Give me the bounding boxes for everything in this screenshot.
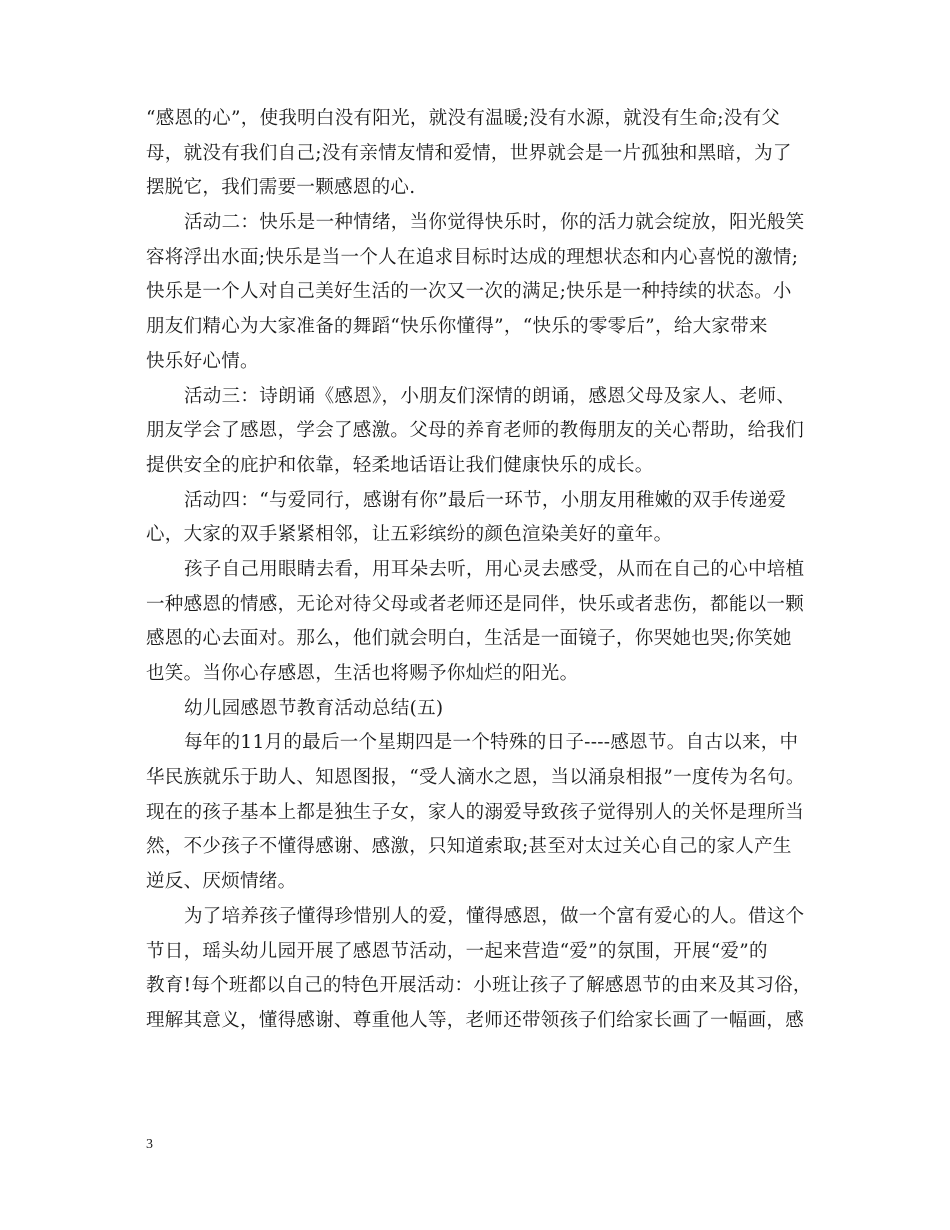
text-line: 朋友学会了感恩，学会了感激。父母的养育老师的教侮朋友的关心帮助，给我们 — [146, 420, 805, 442]
text-line: “感恩的心”，使我明白没有阳光，就没有温暖;没有水源，就没有生命;没有父 — [146, 108, 781, 129]
text-line: 活动二：快乐是一种情绪，当你觉得快乐时，你的活力就会绽放，阳光般笑 — [184, 212, 805, 234]
text-line: 为了培养孩子懂得珍惜别人的爱，懂得感恩，做一个富有爱心的人。借这个 — [184, 905, 805, 927]
text-line: 活动四：“与爱同行，感谢有你”最后一环节，小朋友用稚嫩的双手传递爱 — [184, 489, 787, 511]
text-line: 快乐好心情。 — [146, 350, 259, 372]
text-line: 活动三：诗朗诵《感恩》，小朋友们深情的朗诵，感恩父母及家人、老师、 — [184, 385, 796, 407]
text-line: 一种感恩的情感，无论对待父母或者老师还是同伴，快乐或者悲伤，都能以一颗 — [146, 593, 805, 615]
text-line: 节日，瑶头幼儿园开展了感恩节活动，一起来营造“爱”的氛围，开展“爱”的 — [146, 940, 768, 962]
text-line: 母，就没有我们自己;没有亲情友情和爱情，世界就会是一片孤独和黑暗，为了 — [146, 142, 792, 164]
text-line: 逆反、厌烦情绪。 — [146, 871, 297, 893]
text-line: 教育!每个班都以自己的特色开展活动：小班让孩子了解感恩节的由来及其习俗， — [146, 975, 812, 997]
text-line: 孩子自己用眼睛去看，用耳朵去听，用心灵去感受，从而在自己的心中培植 — [184, 558, 805, 580]
text-line: 感恩的心去面对。那么，他们就会明白，生活是一面镜子，你哭她也哭;你笑她 — [146, 628, 792, 650]
text-line: 然，不少孩子不懂得感谢、感激，只知道索取;甚至对太过关心自己的家人产生 — [146, 836, 792, 858]
text-line: 幼儿园感恩节教育活动总结(五) — [184, 697, 444, 719]
text-line: 理解其意义，懂得感谢、尊重他人等，老师还带领孩子们给家长画了一幅画，感 — [146, 1009, 805, 1031]
text-line: 摆脱它，我们需要一颗感恩的心. — [146, 177, 416, 199]
text-line: 华民族就乐于助人、知恩图报，“受人滴水之恩，当以涌泉相报”一度传为名句。 — [146, 767, 805, 789]
page-number: 3 — [146, 1137, 153, 1152]
text-line: 心，大家的双手紧紧相邻，让五彩缤纷的颜色渲染美好的童年。 — [146, 524, 673, 546]
document-body — [146, 102, 818, 1039]
text-line: 容将浮出水面;快乐是当一个人在追求目标时达成的理想状态和内心喜悦的激情; — [146, 246, 799, 268]
text-line: 快乐是一个人对自己美好生活的一次又一次的满足;快乐是一种持续的状态。小 — [146, 281, 792, 303]
text-line: 每年的11月的最后一个星期四是一个特殊的日子----感恩节。自古以来，中 — [184, 732, 799, 754]
text-line: 现在的孩子基本上都是独生子女，家人的溺爱导致孩子觉得别人的关怀是理所当 — [146, 801, 805, 823]
text-line: 朋友们精心为大家准备的舞蹈“快乐你懂得”，“快乐的零零后”，给大家带来 — [146, 316, 768, 338]
text-line: 提供安全的庇护和依靠，轻柔地话语让我们健康快乐的成长。 — [146, 454, 654, 476]
text-line: 也笑。当你心存感恩，生活也将赐予你灿烂的阳光。 — [146, 663, 579, 684]
